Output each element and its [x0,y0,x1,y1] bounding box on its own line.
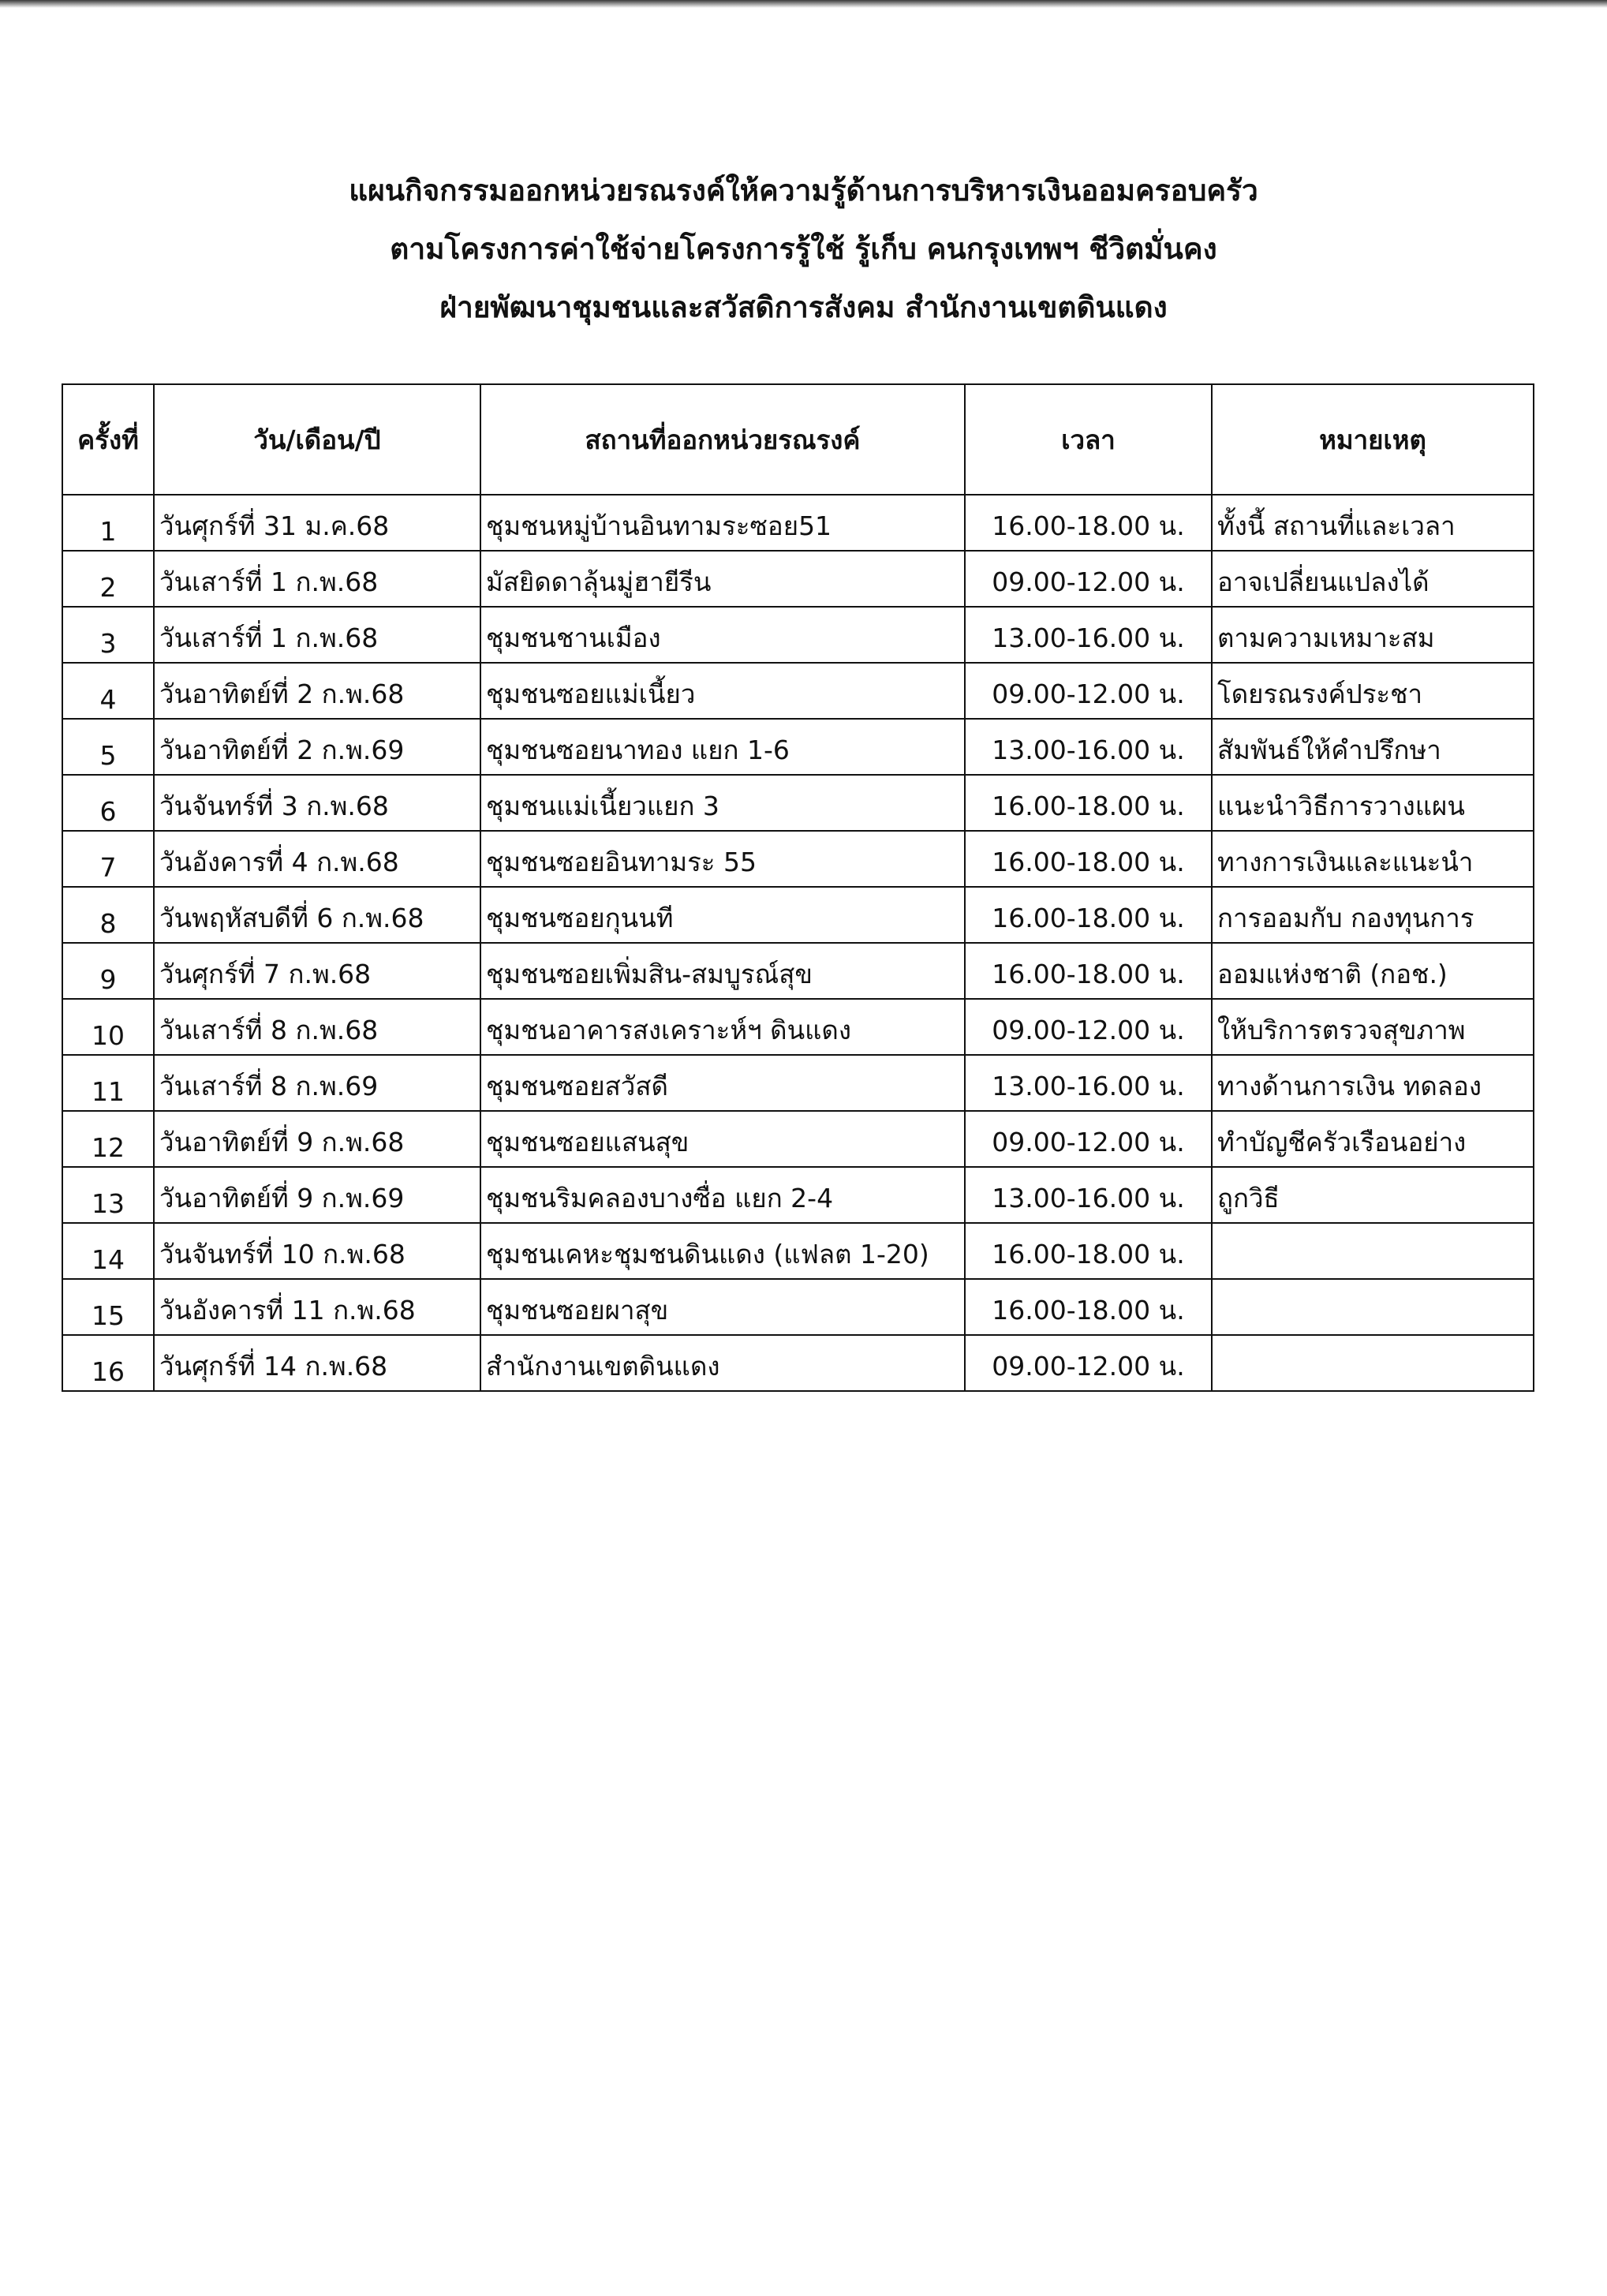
cell-no: 12 [62,1111,154,1167]
cell-time: 13.00-16.00 น. [965,1167,1212,1223]
cell-place: ชุมชนซอยผาสุข [480,1279,965,1335]
cell-no: 8 [62,887,154,943]
cell-date: วันพฤหัสบดีที่ 6 ก.พ.68 [154,887,480,943]
cell-note: ทำบัญชีครัวเรือนอย่าง [1212,1111,1534,1167]
cell-note: ให้บริการตรวจสุขภาพ [1212,999,1534,1055]
cell-place: ชุมชนชานเมือง [480,607,965,663]
cell-time: 16.00-18.00 น. [965,943,1212,999]
cell-no: 4 [62,663,154,719]
cell-place: ชุมชนอาคารสงเคราะห์ฯ ดินแดง [480,999,965,1055]
cell-date: วันจันทร์ที่ 3 ก.พ.68 [154,775,480,831]
table-row [62,1223,1534,1279]
title-line-3: ฝ่ายพัฒนาชุมชนและสวัสดิการสังคม สำนักงานเขตดินแดง [439,290,1168,324]
cell-no: 9 [62,943,154,999]
document-header [0,162,1607,337]
column-header-date: วัน/เดือน/ปี [154,384,480,495]
cell-place: ชุมชนริมคลองบางซื่อ แยก 2-4 [480,1167,965,1223]
cell-time: 09.00-12.00 น. [965,999,1212,1055]
table-header-row [62,384,1534,495]
table-row [62,719,1534,775]
cell-date: วันศุกร์ที่ 14 ก.พ.68 [154,1335,480,1391]
cell-time: 16.00-18.00 น. [965,1279,1212,1335]
cell-no: 7 [62,831,154,887]
column-header-no: ครั้งที่ [62,384,154,495]
cell-note: ทางการเงินและแนะนำ [1212,831,1534,887]
table-row [62,1167,1534,1223]
table-row [62,1279,1534,1335]
cell-note: อาจเปลี่ยนแปลงได้ [1212,551,1534,607]
cell-date: วันเสาร์ที่ 1 ก.พ.68 [154,607,480,663]
cell-place: ชุมชนซอยแสนสุข [480,1111,965,1167]
table-row [62,495,1534,551]
cell-place: สำนักงานเขตดินแดง [480,1335,965,1391]
cell-place: ชุมชนซอยสวัสดี [480,1055,965,1111]
cell-date: วันอาทิตย์ที่ 2 ก.พ.69 [154,719,480,775]
cell-date: วันอังคารที่ 4 ก.พ.68 [154,831,480,887]
cell-time: 09.00-12.00 น. [965,663,1212,719]
table-row [62,1111,1534,1167]
scan-top-edge [0,0,1607,8]
cell-time: 16.00-18.00 น. [965,1223,1212,1279]
cell-no: 1 [62,495,154,551]
table-row [62,1055,1534,1111]
cell-note: แนะนำวิธีการวางแผน [1212,775,1534,831]
cell-note: ทั้งนี้ สถานที่และเวลา [1212,495,1534,551]
cell-place: ชุมชนซอยเพิ่มสิน-สมบูรณ์สุข [480,943,965,999]
cell-no: 14 [62,1223,154,1279]
cell-time: 16.00-18.00 น. [965,887,1212,943]
cell-note [1212,1335,1534,1391]
cell-no: 6 [62,775,154,831]
cell-time: 16.00-18.00 น. [965,831,1212,887]
cell-no: 11 [62,1055,154,1111]
table-row [62,607,1534,663]
cell-time: 13.00-16.00 น. [965,1055,1212,1111]
cell-place: ชุมชนซอยกุนนที [480,887,965,943]
cell-note: ออมแห่งชาติ (กอช.) [1212,943,1534,999]
cell-place: ชุมชนซอยอินทามระ 55 [480,831,965,887]
cell-note [1212,1279,1534,1335]
cell-note: การออมกับ กองทุนการ [1212,887,1534,943]
table-body [62,495,1534,1391]
cell-time: 09.00-12.00 น. [965,1335,1212,1391]
cell-date: วันอังคารที่ 11 ก.พ.68 [154,1279,480,1335]
cell-date: วันศุกร์ที่ 7 ก.พ.68 [154,943,480,999]
cell-note: ตามความเหมาะสม [1212,607,1534,663]
cell-place: ชุมชนซอยแม่เนี้ยว [480,663,965,719]
cell-time: 09.00-12.00 น. [965,551,1212,607]
cell-place: ชุมชนหมู่บ้านอินทามระซอย51 [480,495,965,551]
cell-no: 10 [62,999,154,1055]
cell-no: 3 [62,607,154,663]
cell-date: วันเสาร์ที่ 8 ก.พ.68 [154,999,480,1055]
cell-date: วันเสาร์ที่ 8 ก.พ.69 [154,1055,480,1111]
title-line-1: แผนกิจกรรมออกหน่วยรณรงค์ให้ความรู้ด้านการบริหารเงินออมครอบครัว [349,174,1258,208]
cell-place: ชุมชนแม่เนี้ยวแยก 3 [480,775,965,831]
table-row [62,551,1534,607]
cell-time: 13.00-16.00 น. [965,607,1212,663]
cell-place: มัสยิดดาลุ้นมู่ฮายีรีน [480,551,965,607]
cell-place: ชุมชนซอยนาทอง แยก 1-6 [480,719,965,775]
cell-note [1212,1223,1534,1279]
cell-note: โดยรณรงค์ประชา [1212,663,1534,719]
cell-no: 13 [62,1167,154,1223]
cell-note: ถูกวิธี [1212,1167,1534,1223]
cell-time: 13.00-16.00 น. [965,719,1212,775]
cell-time: 09.00-12.00 น. [965,1111,1212,1167]
column-header-time: เวลา [965,384,1212,495]
table-row [62,663,1534,719]
cell-time: 16.00-18.00 น. [965,495,1212,551]
cell-date: วันอาทิตย์ที่ 2 ก.พ.68 [154,663,480,719]
table-row [62,999,1534,1055]
column-header-note: หมายเหตุ [1212,384,1534,495]
cell-date: วันอาทิตย์ที่ 9 ก.พ.68 [154,1111,480,1167]
schedule-table [62,383,1534,1392]
cell-note: ทางด้านการเงิน ทดลอง [1212,1055,1534,1111]
cell-no: 16 [62,1335,154,1391]
table-row [62,943,1534,999]
title-line-2: ตามโครงการค่าใช้จ่ายโครงการรู้ใช้ รู้เก็บ คนกรุงเทพฯ ชีวิตมั่นคง [390,232,1217,266]
cell-place: ชุมชนเคหะชุมชนดินแดง (แฟลต 1-20) [480,1223,965,1279]
cell-no: 15 [62,1279,154,1335]
cell-time: 16.00-18.00 น. [965,775,1212,831]
table-row [62,775,1534,831]
table-row [62,831,1534,887]
cell-no: 2 [62,551,154,607]
cell-date: วันเสาร์ที่ 1 ก.พ.68 [154,551,480,607]
cell-date: วันจันทร์ที่ 10 ก.พ.68 [154,1223,480,1279]
cell-date: วันอาทิตย์ที่ 9 ก.พ.69 [154,1167,480,1223]
table-row [62,1335,1534,1391]
column-header-place: สถานที่ออกหน่วยรณรงค์ [480,384,965,495]
cell-no: 5 [62,719,154,775]
cell-date: วันศุกร์ที่ 31 ม.ค.68 [154,495,480,551]
table-row [62,887,1534,943]
cell-note: สัมพันธ์ให้คำปรึกษา [1212,719,1534,775]
